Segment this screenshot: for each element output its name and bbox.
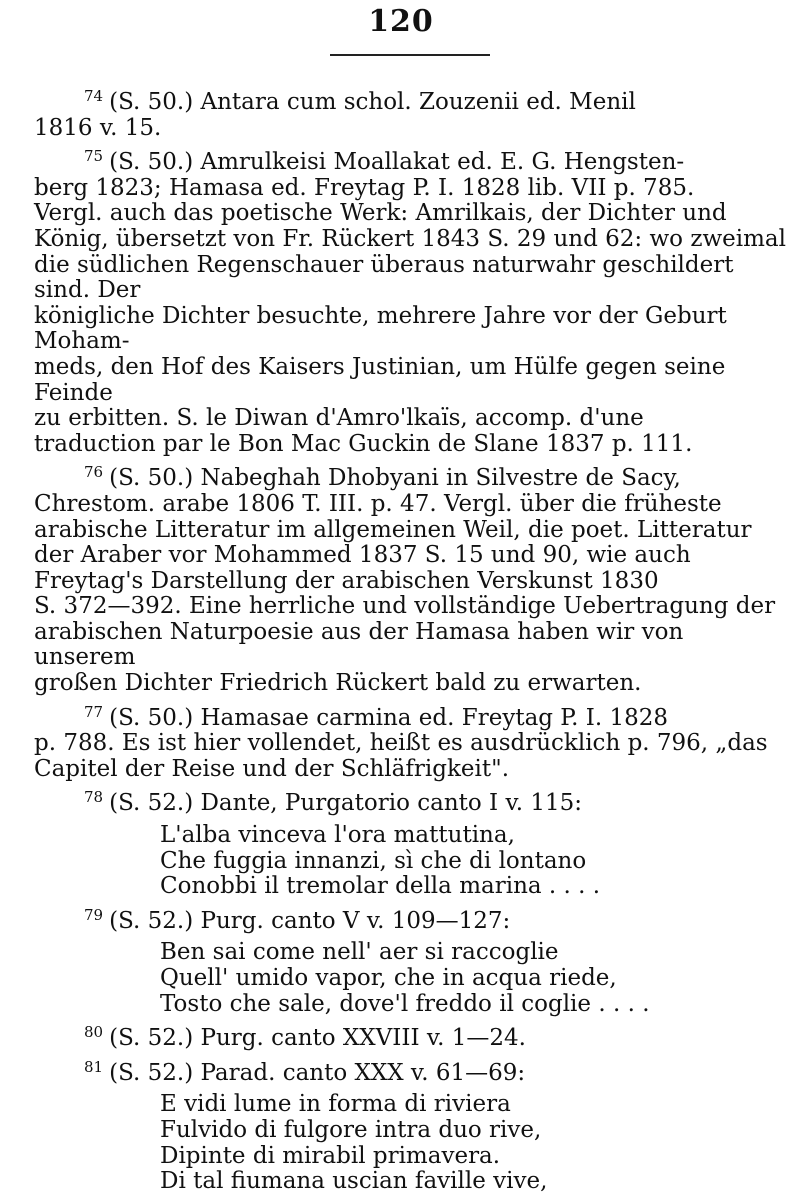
footnote-81	[34, 1055, 786, 1195]
footnote-line	[34, 1055, 786, 1087]
verse-quote	[160, 823, 786, 900]
footnote-text: (S. 52.) Parad. canto XXX v. 61—69:	[109, 1059, 526, 1086]
footnote-line: Vergl. auch das poetische Werk: Amrilkais, der Dichter und	[34, 200, 727, 227]
footnote-line	[34, 1020, 786, 1052]
footnote-number: 81	[84, 1057, 104, 1076]
footnote-line: König, übersetzt von Fr. Rückert 1843 S. 29 und 62: wo zweimal	[34, 225, 786, 252]
footnote-number: 78	[84, 788, 104, 807]
footnote-line	[34, 460, 786, 492]
footnote-line	[34, 84, 786, 116]
header-rule	[330, 54, 490, 56]
footnote-number: 75	[84, 147, 104, 166]
footnote-line: berg 1823; Hamasa ed. Freytag P. I. 1828 lib. VII p. 785.	[34, 174, 695, 201]
footnote-number: 80	[84, 1023, 104, 1042]
footnote-line: traduction par le Bon Mac Guckin de Slane 1837 p. 111.	[34, 430, 693, 457]
footnote-line: arabische Litteratur im allgemeinen Weil, die poet. Litteratur	[34, 516, 752, 543]
footnote-line: großen Dichter Friedrich Rückert bald zu erwarten.	[34, 670, 642, 697]
footnote-text: (S. 52.) Purg. canto V v. 109—127:	[109, 907, 511, 934]
footnote-line: königliche Dichter besuchte, mehrere Jahre vor der Geburt Moham-	[34, 302, 727, 355]
footnote-number: 76	[84, 463, 104, 482]
footnote-line: Freytag's Darstellung der arabischen Verskunst 1830	[34, 567, 659, 594]
footnote-text: (S. 50.) Amrulkeisi Moallakat ed. E. G. Hengsten-	[109, 149, 685, 176]
verse-line: Conobbi il tremolar della marina . . . .	[160, 873, 601, 900]
footnote-line: arabischen Naturpoesie aus der Hamasa haben wir von unserem	[34, 618, 684, 671]
footnote-line	[34, 785, 786, 817]
verse-line: Tosto che sale, dove'l freddo il coglie . . . .	[160, 990, 650, 1017]
footnotes	[34, 84, 786, 1195]
footnote-77	[34, 700, 786, 783]
footnote-74	[34, 84, 786, 141]
footnote-line	[34, 700, 786, 732]
page-number: 120	[368, 4, 434, 39]
footnote-line: Capitel der Reise und der Schläfrigkeit".	[34, 755, 510, 782]
footnote-line: meds, den Hof des Kaisers Justinian, um Hülfe gegen seine Feinde	[34, 353, 726, 406]
verse-line: L'alba vinceva l'ora mattutina,	[160, 822, 515, 849]
verse-line: Che fuggia innanzi, sì che di lontano	[160, 847, 587, 874]
footnote-79	[34, 903, 786, 1017]
footnote-75	[34, 144, 786, 457]
footnote-number: 74	[84, 87, 104, 105]
verse-quote	[160, 940, 786, 1017]
footnote-76	[34, 460, 786, 696]
footnote-line: Chrestom. arabe 1806 T. III. p. 47. Vergl. über die früheste	[34, 490, 722, 517]
footnote-78	[34, 785, 786, 899]
verse-line: Ben sai come nell' aer si raccoglie	[160, 939, 559, 966]
footnote-line: der Araber vor Mohammed 1837 S. 15 und 90, wie auch	[34, 542, 691, 569]
footnote-text: (S. 52.) Dante, Purgatorio canto I v. 115:	[109, 790, 582, 817]
footnote-line: 1816 v. 15.	[34, 114, 162, 141]
footnote-text: (S. 50.) Hamasae carmina ed. Freytag P. I. 1828	[109, 704, 668, 731]
verse-line: Di tal fiumana uscian faville vive,	[160, 1168, 548, 1195]
footnote-text: (S. 52.) Purg. canto XXVIII v. 1—24.	[109, 1025, 526, 1052]
footnote-line: S. 372—392. Eine herrliche und vollständige Uebertragung der	[34, 593, 776, 620]
footnote-line	[34, 903, 786, 935]
footnote-80	[34, 1020, 786, 1052]
footnote-line: die südlichen Regenschauer überaus naturwahr geschildert sind. Der	[34, 251, 734, 304]
footnote-text: (S. 50.) Nabeghah Dhobyani in Silvestre de Sacy,	[109, 465, 681, 492]
verse-quote	[160, 1092, 786, 1194]
verse-line: Quell' umido vapor, che in acqua riede,	[160, 965, 617, 991]
footnote-line: zu erbitten. S. le Diwan d'Amro'lkaïs, accomp. d'une	[34, 405, 644, 432]
footnote-number: 77	[84, 702, 104, 721]
verse-line: E vidi lume in forma di riviera	[160, 1091, 511, 1118]
footnote-line	[34, 144, 786, 176]
footnote-text: (S. 50.) Antara cum schol. Zouzenii ed. Menil	[109, 89, 636, 115]
footnote-line: p. 788. Es ist hier vollendet, heißt es ausdrücklich p. 796, „das	[34, 730, 768, 757]
verse-line: Fulvido di fulgore intra duo rive,	[160, 1116, 542, 1143]
verse-line: Dipinte di mirabil primavera.	[160, 1142, 501, 1169]
footnote-number: 79	[84, 905, 104, 924]
